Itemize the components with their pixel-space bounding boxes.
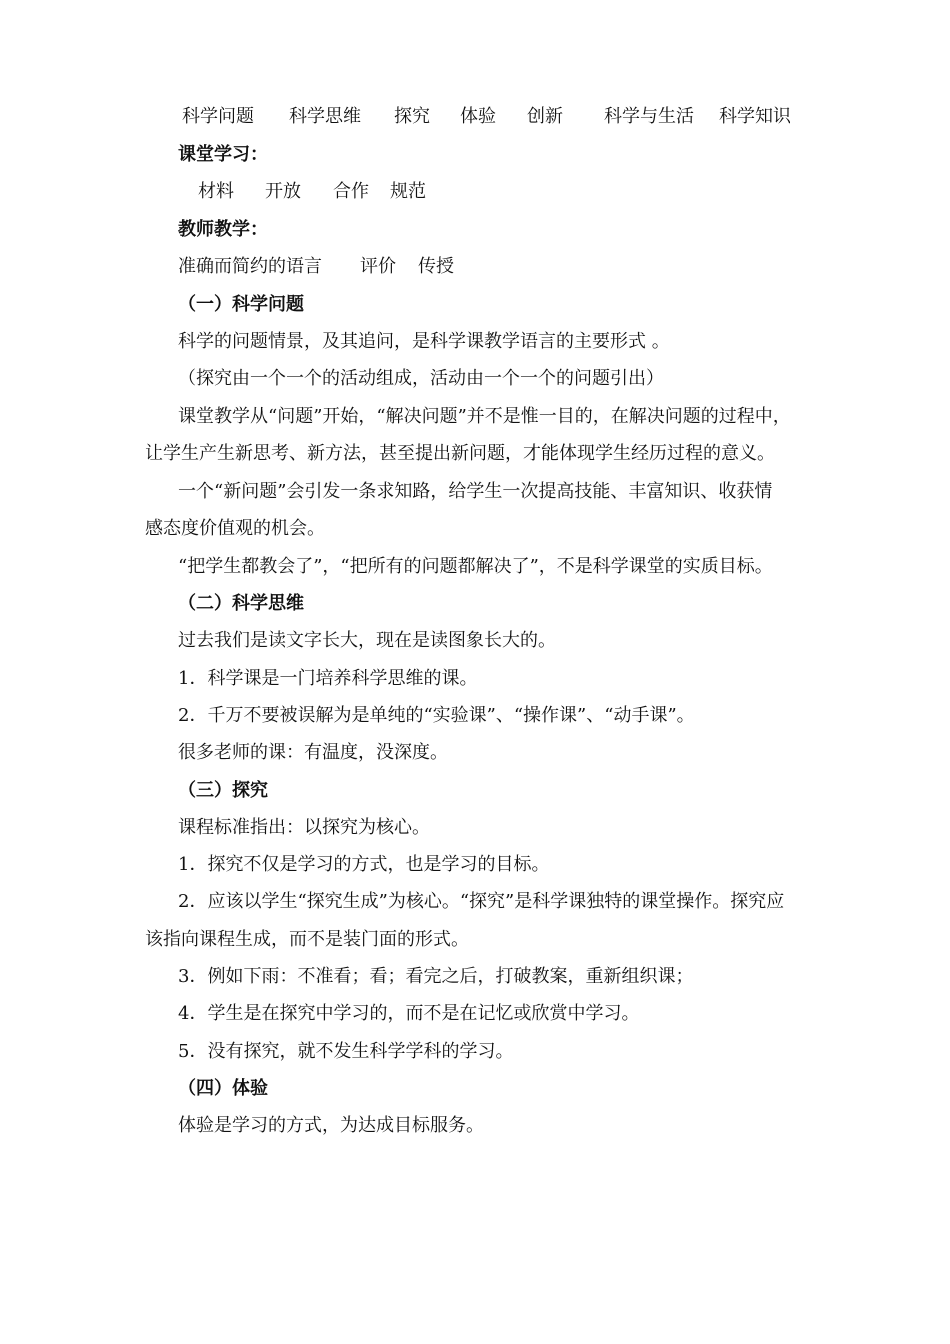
classroom-item-open: 开放	[265, 181, 301, 202]
section3-item-2-line1: 2．应该以学生“探究生成”为核心。“探究”是科学课独特的课堂操作。探究应	[178, 891, 785, 912]
keyword-science-and-life: 科学与生活	[604, 106, 694, 127]
section3-item-1: 1．探究不仅是学习的方式，也是学习的目标。	[178, 854, 550, 875]
section2-heading: （二）科学思维	[178, 593, 304, 614]
section1-paragraph-4-line1: 一个“新问题”会引发一条求知路，给学生一次提高技能、丰富知识、收获情	[178, 481, 773, 502]
section2-item-1: 1．科学课是一门培养科学思维的课。	[178, 668, 478, 689]
keyword-inquiry: 探究	[394, 106, 430, 127]
section3-item-5: 5．没有探究，就不发生科学学科的学习。	[178, 1041, 514, 1062]
classroom-item-norms: 规范	[390, 181, 426, 202]
section1-paragraph-3-line2: 让学生产生新思考、新方法，甚至提出新问题，才能体现学生经历过程的意义。	[145, 443, 775, 464]
classroom-heading: 课堂学习：	[178, 144, 268, 165]
section1-paragraph-2: （探究由一个一个的活动组成，活动由一个一个的问题引出）	[178, 368, 664, 389]
section4-heading: （四）体验	[178, 1078, 268, 1099]
teacher-item-language: 准确而简约的语言	[178, 256, 322, 277]
keyword-experience: 体验	[460, 106, 496, 127]
section3-heading: （三）探究	[178, 780, 268, 801]
section3-item-2-line2: 该指向课程生成，而不是装门面的形式。	[145, 929, 469, 950]
section1-heading: （一）科学问题	[178, 294, 304, 315]
keyword-science-question: 科学问题	[182, 106, 254, 127]
teacher-heading: 教师教学：	[178, 219, 268, 240]
teacher-item-impart: 传授	[418, 256, 454, 277]
section1-paragraph-5: “把学生都教会了”，“把所有的问题都解决了”，不是科学课堂的实质目标。	[178, 556, 773, 577]
keyword-science-knowledge: 科学知识	[719, 106, 791, 127]
section1-paragraph-3-line1: 课堂教学从“问题”开始，“解决问题”并不是惟一目的，在解决问题的过程中，	[178, 406, 791, 427]
keyword-innovation: 创新	[527, 106, 563, 127]
section3-item-3: 3．例如下雨：不准看；看；看完之后，打破教案，重新组织课；	[178, 966, 694, 987]
teacher-item-evaluation: 评价	[360, 256, 396, 277]
classroom-item-materials: 材料	[198, 181, 234, 202]
classroom-item-cooperation: 合作	[333, 181, 369, 202]
section2-paragraph-1: 过去我们是读文字长大，现在是读图象长大的。	[178, 630, 556, 651]
section2-item-2: 2．千万不要被误解为是单纯的“实验课”、“操作课”、“动手课”。	[178, 705, 695, 726]
section3-item-4: 4．学生是在探究中学习的，而不是在记忆或欣赏中学习。	[178, 1003, 640, 1024]
section1-paragraph-4-line2: 感态度价值观的机会。	[145, 518, 325, 539]
section1-paragraph-1: 科学的问题情景，及其追问，是科学课教学语言的主要形式 。	[178, 331, 670, 352]
section2-paragraph-2: 很多老师的课：有温度，没深度。	[178, 742, 448, 763]
section4-paragraph-1: 体验是学习的方式，为达成目标服务。	[178, 1115, 484, 1136]
keyword-science-thinking: 科学思维	[289, 106, 361, 127]
section3-paragraph-1: 课程标准指出：以探究为核心。	[178, 817, 430, 838]
